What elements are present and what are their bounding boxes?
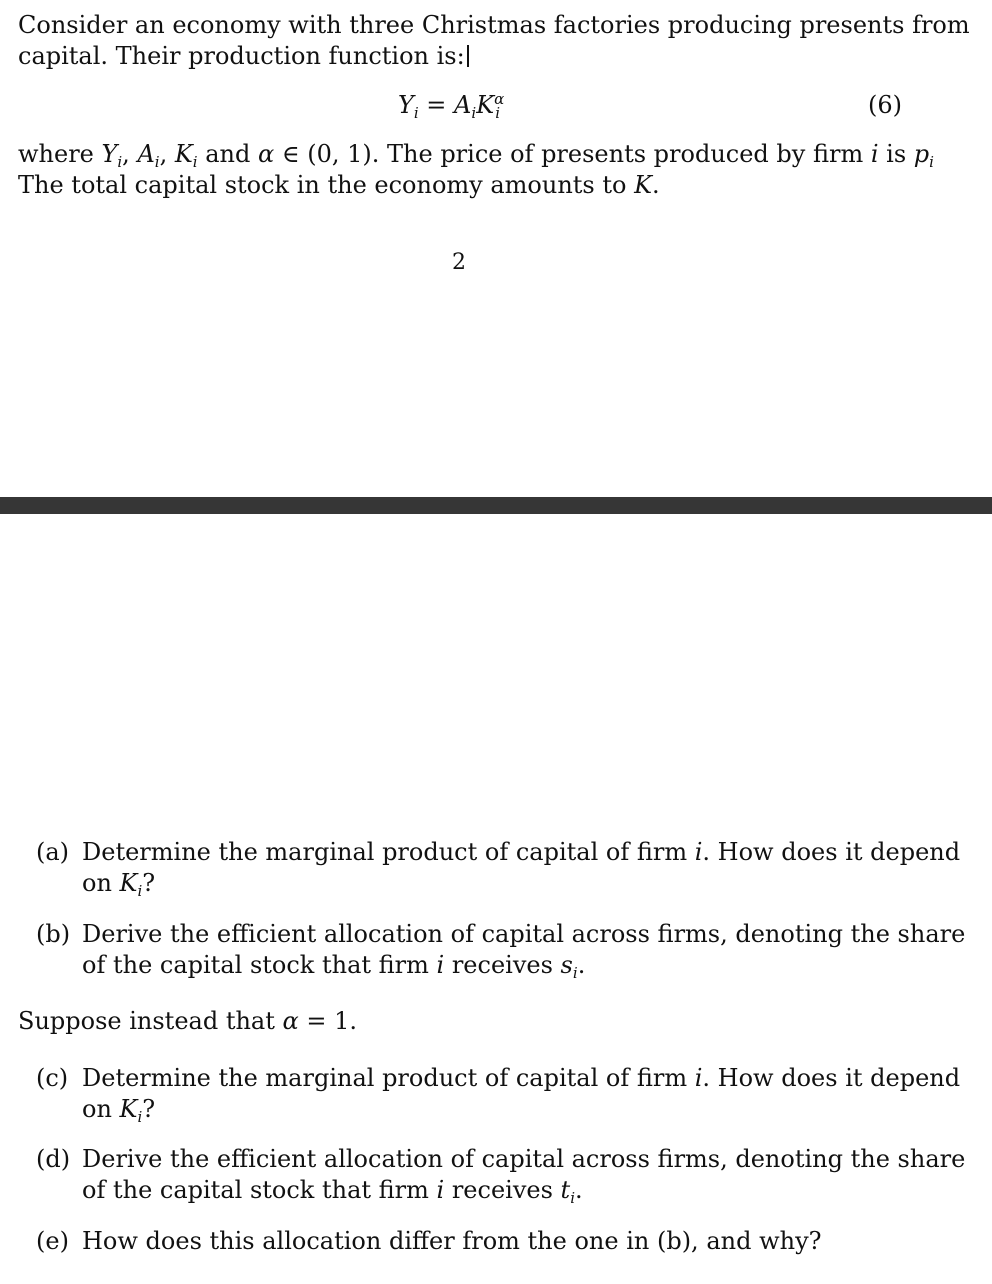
document-page-top [0,0,992,497]
question-d-line-2: of the capital stock that firm i receives $t_i$. [82,1176,583,1207]
document-page-bottom [0,514,992,1284]
suppose-line: Suppose instead that α = 1. [18,1007,357,1035]
question-e-text: How does this allocation differ from the one in (b), and why? [82,1227,822,1255]
question-c-line-2: on $K_i$? [82,1095,156,1126]
question-e-label: (e) [36,1227,69,1255]
intro-line-2: capital. Their production function is: [18,41,469,71]
question-c-label: (c) [36,1064,69,1092]
production-function: $Y_i = A_iK^\alpha_i$ [398,90,505,122]
question-a-line-2: on $K_i$? [82,869,156,900]
intro-line-1: Consider an economy with three Christmas factories producing presents from [18,11,970,39]
where-line-2: The total capital stock in the economy amounts to K. [18,171,660,199]
question-b-line-2: of the capital stock that firm i receives $s_i$. [82,951,586,982]
question-b-line-1: Derive the efficient allocation of capital across firms, denoting the share [82,920,966,948]
where-line-1: where $Y_i$, $A_i$, $K_i$ and α ∈ (0, 1). The price of presents produced by firm i is $p_i$ [18,140,934,171]
text-cursor [467,45,469,67]
page-number: 2 [452,250,466,275]
page-separator [0,497,992,514]
equation-number: (6) [868,91,902,119]
question-d-label: (d) [36,1145,71,1173]
question-c-line-1: Determine the marginal product of capital of firm i. How does it depend [82,1064,961,1092]
question-b-label: (b) [36,920,71,948]
question-a-line-1: Determine the marginal product of capital of firm i. How does it depend [82,838,961,866]
question-a-label: (a) [36,838,70,866]
question-d-line-1: Derive the efficient allocation of capital across firms, denoting the share [82,1145,966,1173]
